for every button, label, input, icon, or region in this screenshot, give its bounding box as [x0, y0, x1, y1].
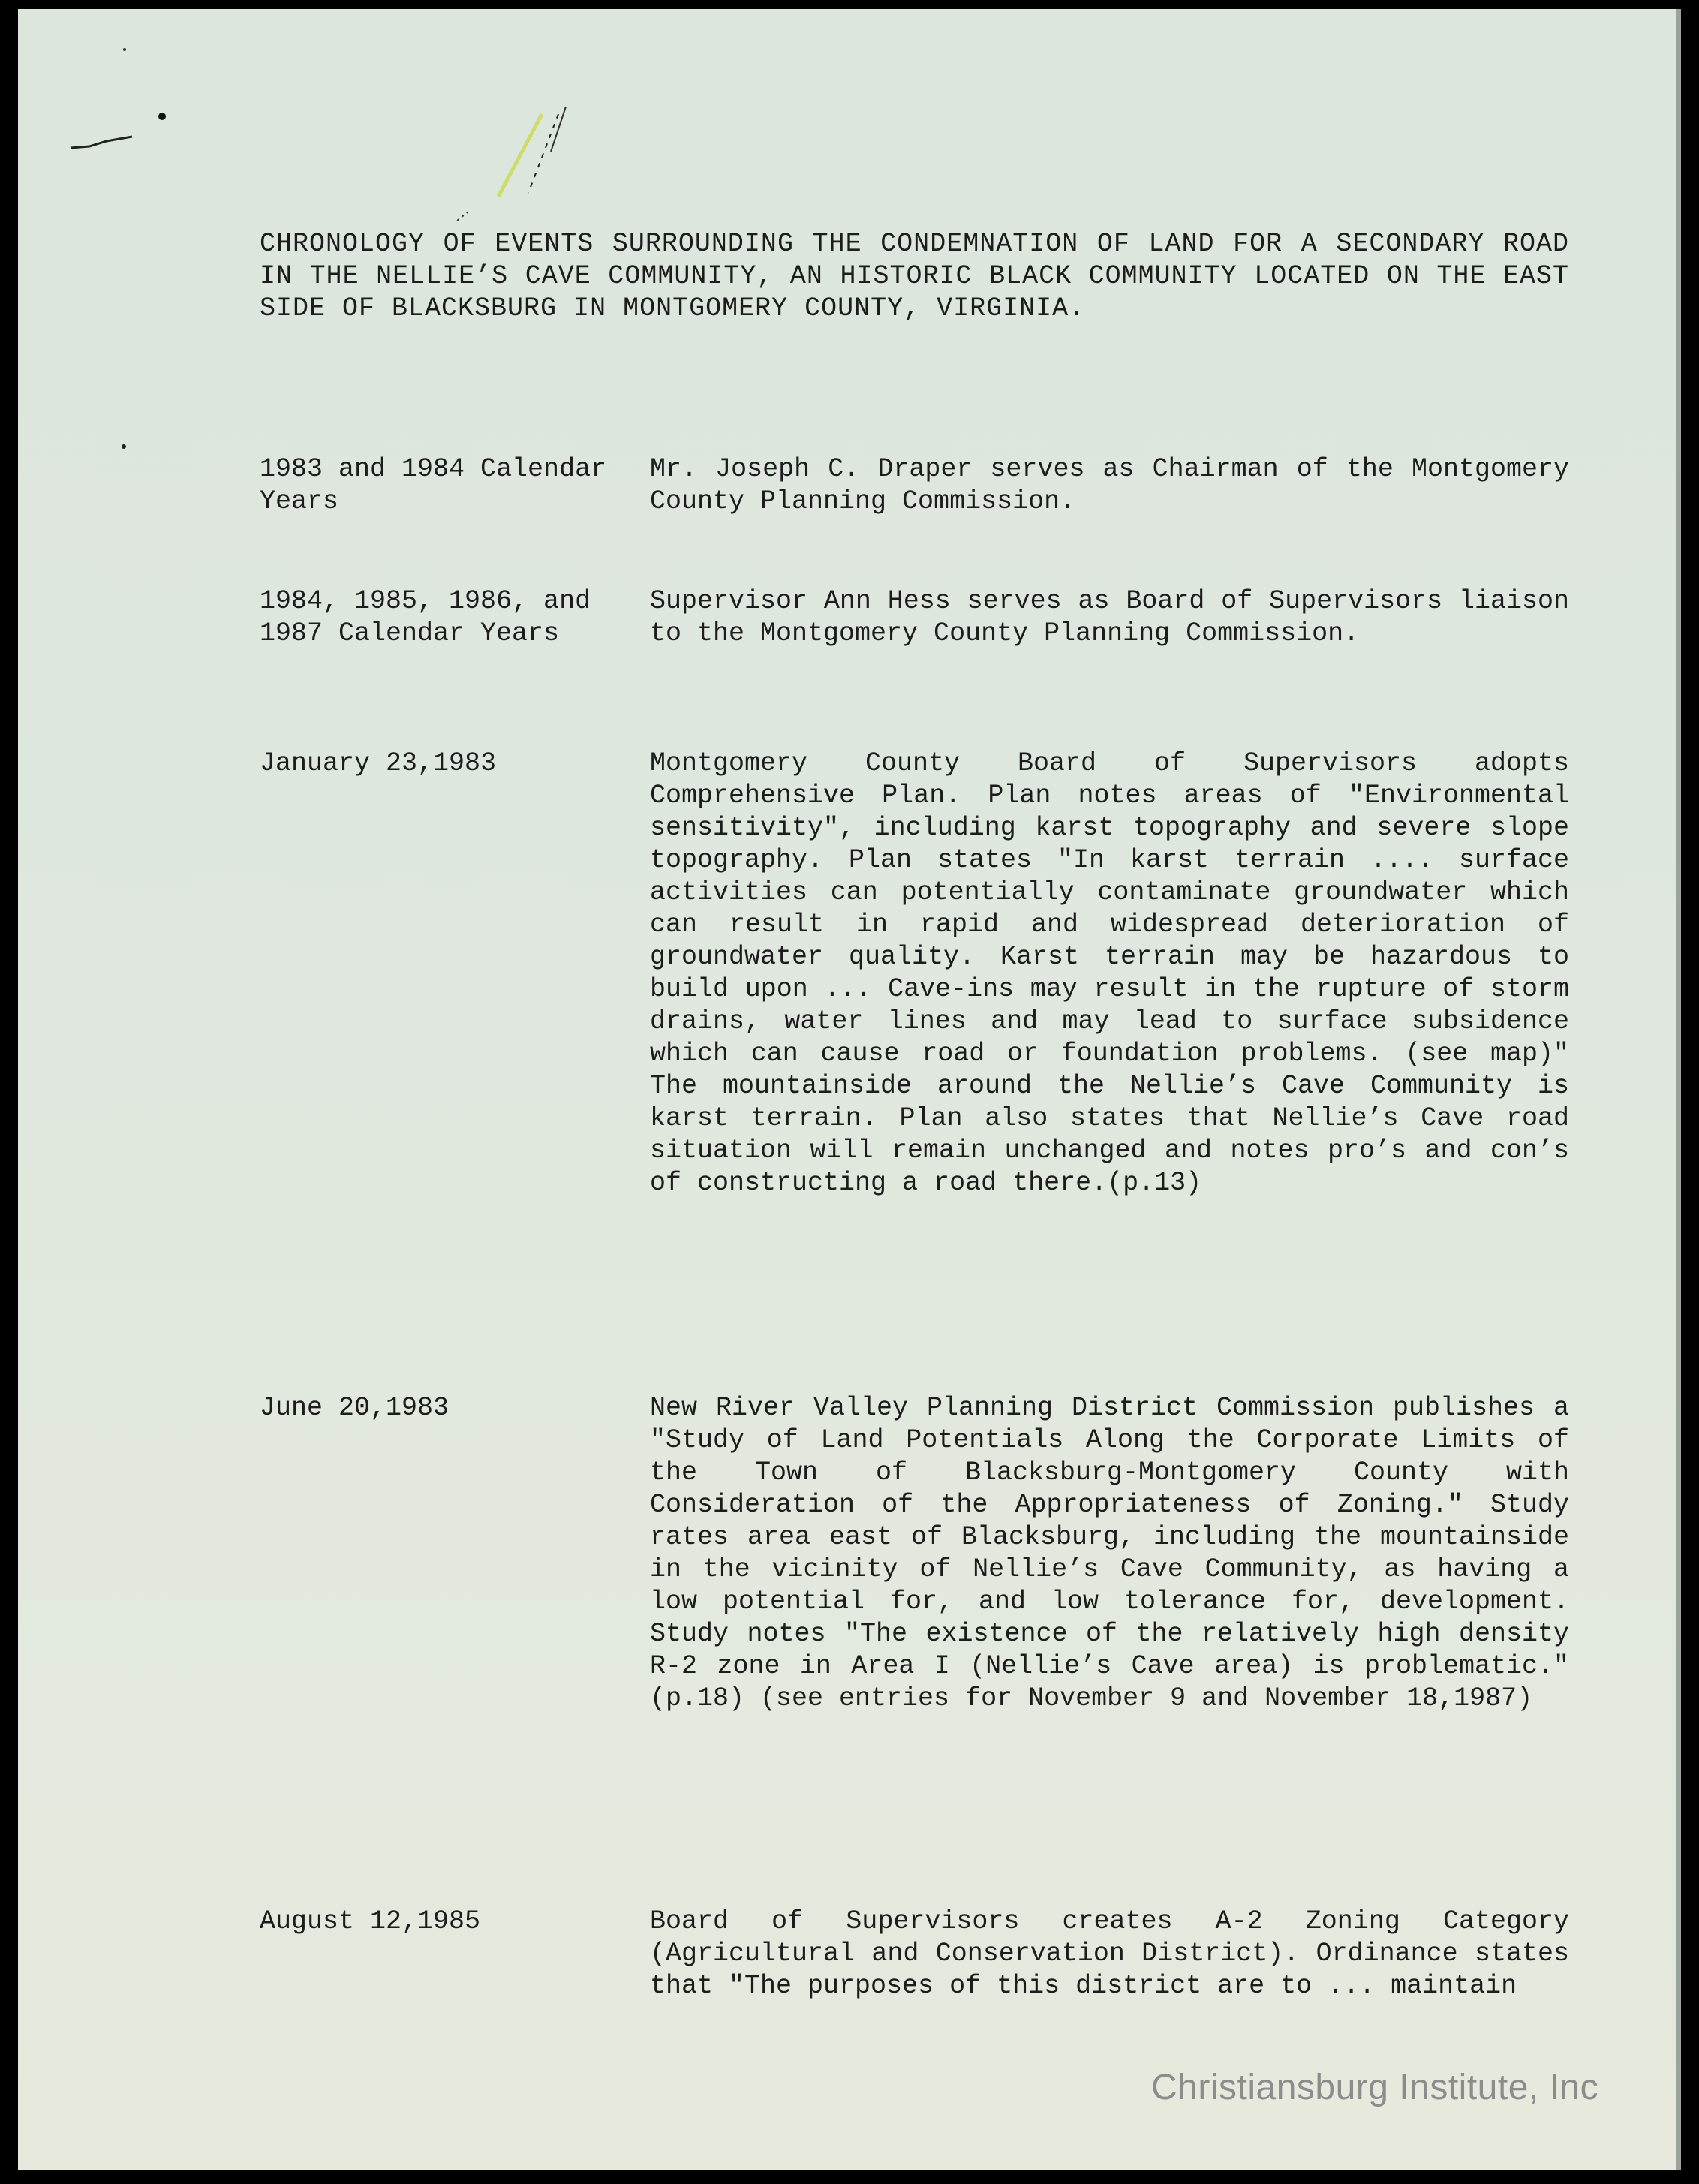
watermark: Christiansburg Institute, Inc: [1151, 2068, 1599, 2107]
entry-date: 1984, 1985, 1986, and 1987 Calendar Years: [260, 586, 591, 648]
document-title: CHRONOLOGY OF EVENTS SURROUNDING THE CONDEMNATION OF LAND FOR A SECONDARY ROAD IN THE NELLIE’S CAVE COMMUNITY, AN HISTORIC BLACK COMMUNITY LOCATED ON THE EAST SIDE OF BLACKSBURG IN MONTGOMERY COUNTY, VIRGINIA.: [260, 229, 1569, 323]
entry-text: Supervisor Ann Hess serves as Board of Supervisors liaison to the Montgomery County Planning Commission.: [650, 586, 1569, 648]
entry-date: 1983 and 1984 Calendar Years: [260, 454, 607, 516]
entry-date: August 12,1985: [260, 1906, 481, 1936]
entry-text: Board of Supervisors creates A-2 Zoning Category (Agricultural and Conservation District). Ordinance states that "The purposes of this district are to ... maintain: [650, 1906, 1569, 2001]
entry-text: New River Valley Planning District Commission publishes a "Study of Land Potentials Along the Corporate Limits of the Town of Blacksburg-Montgomery County with Consideration of the Appropriateness of Zoning." Study rates area east of Blacksburg, including the mountainside in the vicinity of Nellie’s Cave Community, as having a low potential for, and low tolerance for, development. Study notes "The existence of the relatively high density R-2 zone in Area I (Nellie’s Cave area) is problematic." (p.18) (see entries for November 9 and November 18,1987): [650, 1393, 1569, 1713]
entry-text: Montgomery County Board of Supervisors adopts Comprehensive Plan. Plan notes areas of "Environmental sensitivity", including karst topography and severe slope topography. Plan states "In karst terrain .... surface activities can potentially contaminate groundwater which can result in rapid and widespread deterioration of groundwater quality. Karst terrain may be hazardous to build upon ... Cave-ins may result in the rupture of storm drains, water lines and may lead to surface subsidence which can cause road or foundation problems. (see map)" The mountainside around the Nellie’s Cave Community is karst terrain. Plan also states that Nellie’s Cave road situation will remain unchanged and notes pro’s and con’s of constructing a road there.(p.13): [650, 748, 1569, 1198]
entry-date: January 23,1983: [260, 748, 497, 778]
entry-date: June 20,1983: [260, 1393, 450, 1423]
entry-text: Mr. Joseph C. Draper serves as Chairman of the Montgomery County Planning Commission.: [650, 454, 1569, 516]
document-page: [18, 9, 1681, 2170]
